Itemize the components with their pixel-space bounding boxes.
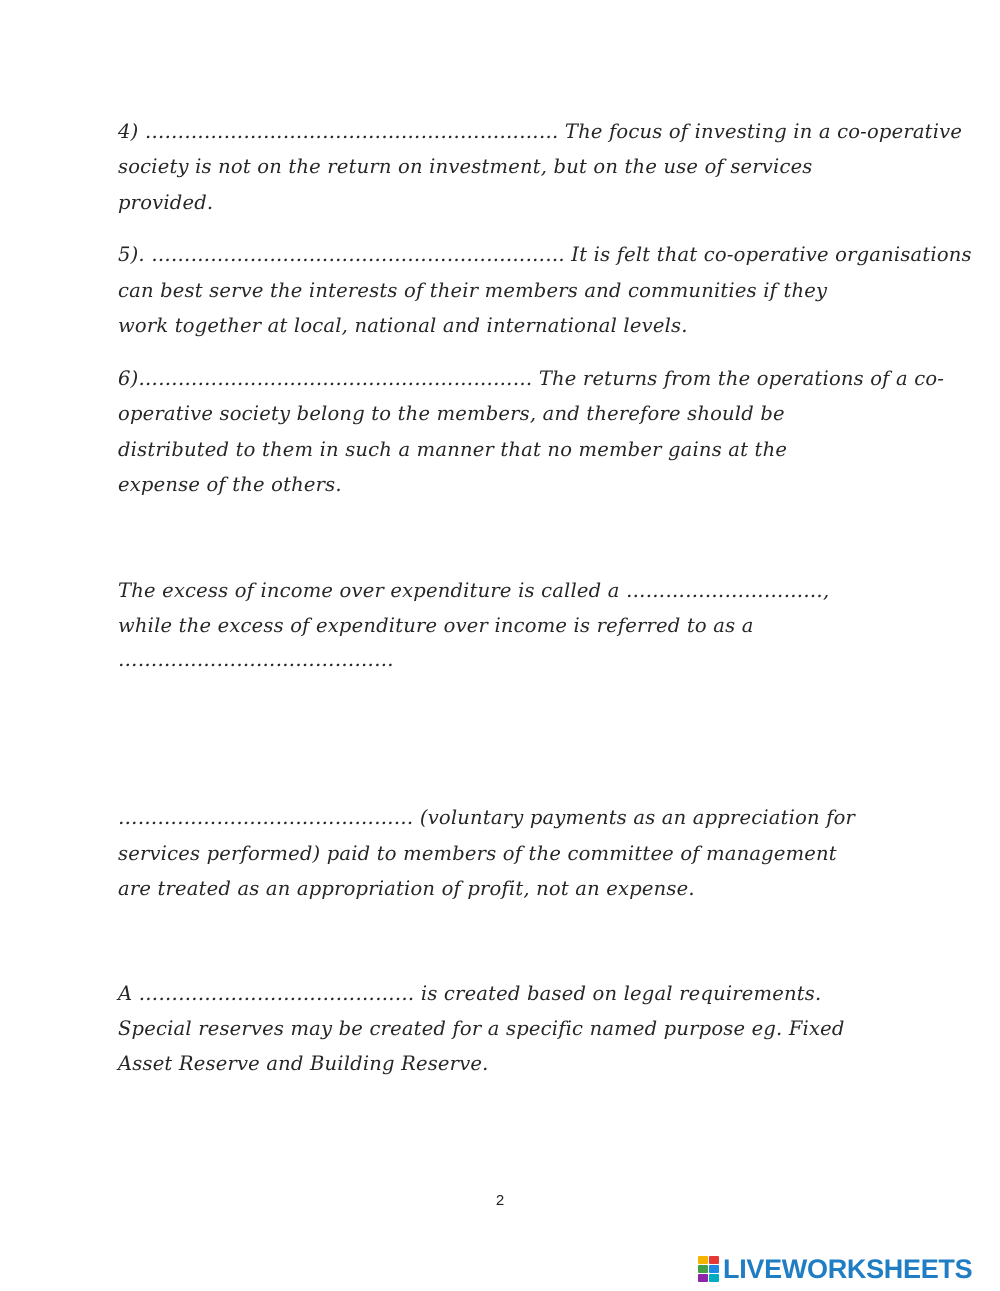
surplus-line-1: The excess of income over expenditure is called a …………………………,: [118, 579, 830, 602]
brand-name: LIVEWORKSHEETS: [723, 1254, 973, 1284]
reserve-line-1: A …………………………………… is created based on legal requirements.: [118, 982, 822, 1005]
liveworksheets-logo-icon: [698, 1256, 720, 1282]
item-4-line-3: provided.: [118, 191, 214, 214]
reserve-line-2: Special reserves may be created for a specific named purpose eg. Fixed: [118, 1017, 845, 1040]
honorarium-line-2: services performed) paid to members of the committee of management: [118, 842, 837, 865]
item-6-line-4: expense of the others.: [118, 473, 342, 496]
reserve-line-3: Asset Reserve and Building Reserve.: [118, 1052, 489, 1075]
item-5-line-2: can best serve the interests of their members and communities if they: [118, 279, 828, 302]
item-4-line-2: society is not on the return on investment, but on the use of services: [118, 155, 813, 178]
item-5-line-3: work together at local, national and international levels.: [118, 314, 688, 337]
item-4-line-1: 4) ……………………………………………………… The focus of investing in a co-operative: [118, 120, 963, 143]
honorarium-line-1: ……………………………………… (voluntary payments as an appreciation for: [118, 806, 856, 829]
honorarium-line-3: are treated as an appropriation of profit, not an expense.: [118, 877, 695, 900]
item-5-line-1: 5). ……………………………………………………… It is felt that co-operative organisations: [118, 243, 972, 266]
surplus-line-3: ……………………………………: [118, 648, 394, 671]
item-6-line-2: operative society belong to the members, and therefore should be: [118, 402, 785, 425]
surplus-line-2: while the excess of expenditure over income is referred to as a: [118, 614, 754, 637]
item-6-line-1: 6)…………………………………………………… The returns from the operations of a co-: [118, 367, 945, 390]
item-6-line-3: distributed to them in such a manner that no member gains at the: [118, 438, 788, 461]
brand-watermark[interactable]: [698, 1254, 972, 1284]
page-number: 2: [495, 1192, 505, 1209]
